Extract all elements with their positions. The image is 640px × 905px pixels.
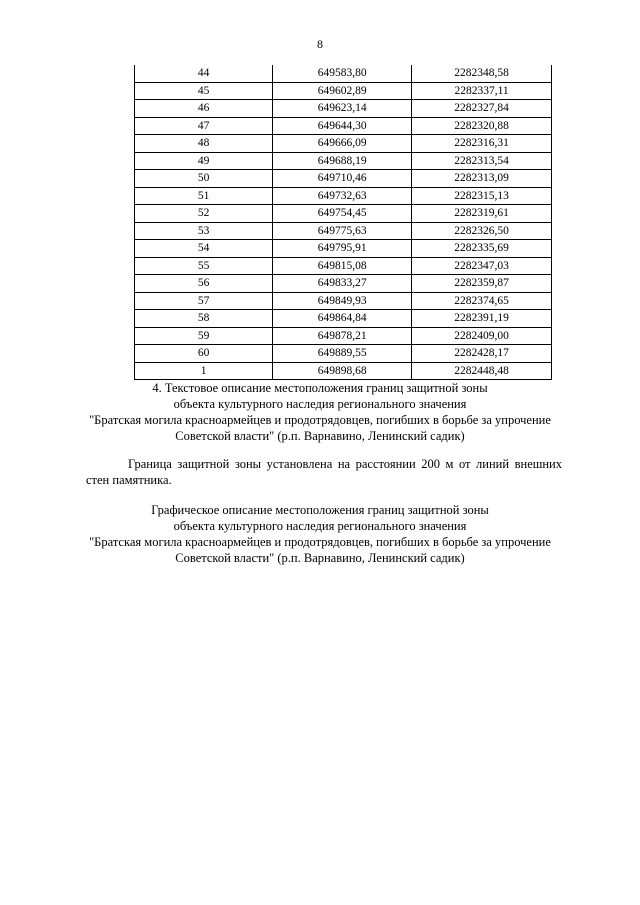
point-number-cell: 1	[135, 362, 273, 380]
point-number-cell: 59	[135, 327, 273, 345]
point-number-cell: 44	[135, 65, 273, 82]
point-number-cell: 54	[135, 240, 273, 258]
coordinates-table	[134, 65, 552, 380]
point-number-cell: 46	[135, 100, 273, 118]
point-number-cell: 50	[135, 170, 273, 188]
x-coordinate-cell: 649583,80	[273, 65, 412, 82]
x-coordinate-cell: 649688,19	[273, 152, 412, 170]
heading-line: "Братская могила красноармейцев и продотрядовцев, погибших в борьбе за упрочение	[89, 535, 551, 549]
table-row	[135, 257, 552, 275]
y-coordinate-cell: 2282320,88	[412, 117, 552, 135]
table-row	[135, 135, 552, 153]
table-row	[135, 327, 552, 345]
point-number-cell: 57	[135, 292, 273, 310]
x-coordinate-cell: 649732,63	[273, 187, 412, 205]
y-coordinate-cell: 2282391,19	[412, 310, 552, 328]
table-row	[135, 345, 552, 363]
y-coordinate-cell: 2282359,87	[412, 275, 552, 293]
x-coordinate-cell: 649815,08	[273, 257, 412, 275]
y-coordinate-cell: 2282319,61	[412, 205, 552, 223]
x-coordinate-cell: 649864,84	[273, 310, 412, 328]
heading-line: 4. Текстовое описание местоположения границ защитной зоны	[152, 381, 488, 395]
table-row	[135, 65, 552, 82]
point-number-cell: 51	[135, 187, 273, 205]
table-row	[135, 100, 552, 118]
point-number-cell: 55	[135, 257, 273, 275]
table-row	[135, 362, 552, 380]
point-number-cell: 48	[135, 135, 273, 153]
heading-line: "Братская могила красноармейцев и продотрядовцев, погибших в борьбе за упрочение	[89, 413, 551, 427]
point-number-cell: 60	[135, 345, 273, 363]
heading-line: Советской власти" (р.п. Варнавино, Ленинский садик)	[175, 429, 465, 443]
x-coordinate-cell: 649754,45	[273, 205, 412, 223]
x-coordinate-cell: 649602,89	[273, 82, 412, 100]
x-coordinate-cell: 649878,21	[273, 327, 412, 345]
y-coordinate-cell: 2282409,00	[412, 327, 552, 345]
point-number-cell: 49	[135, 152, 273, 170]
table-row	[135, 205, 552, 223]
x-coordinate-cell: 649889,55	[273, 345, 412, 363]
heading-line: Советской власти" (р.п. Варнавино, Ленинский садик)	[175, 551, 465, 565]
x-coordinate-cell: 649795,91	[273, 240, 412, 258]
table-row	[135, 292, 552, 310]
graphic-description-heading	[60, 502, 580, 566]
y-coordinate-cell: 2282316,31	[412, 135, 552, 153]
point-number-cell: 53	[135, 222, 273, 240]
point-number-cell: 47	[135, 117, 273, 135]
text-description-heading	[60, 380, 580, 444]
x-coordinate-cell: 649849,93	[273, 292, 412, 310]
y-coordinate-cell: 2282337,11	[412, 82, 552, 100]
x-coordinate-cell: 649666,09	[273, 135, 412, 153]
y-coordinate-cell: 2282326,50	[412, 222, 552, 240]
point-number-cell: 45	[135, 82, 273, 100]
x-coordinate-cell: 649623,14	[273, 100, 412, 118]
x-coordinate-cell: 649898,68	[273, 362, 412, 380]
y-coordinate-cell: 2282428,17	[412, 345, 552, 363]
table-row	[135, 222, 552, 240]
y-coordinate-cell: 2282313,54	[412, 152, 552, 170]
coordinates-table-body	[135, 65, 552, 380]
point-number-cell: 58	[135, 310, 273, 328]
x-coordinate-cell: 649644,30	[273, 117, 412, 135]
x-coordinate-cell: 649710,46	[273, 170, 412, 188]
table-row	[135, 152, 552, 170]
table-row	[135, 170, 552, 188]
table-row	[135, 187, 552, 205]
heading-line: Графическое описание местоположения границ защитной зоны	[151, 503, 489, 517]
y-coordinate-cell: 2282348,58	[412, 65, 552, 82]
point-number-cell: 52	[135, 205, 273, 223]
y-coordinate-cell: 2282448,48	[412, 362, 552, 380]
y-coordinate-cell: 2282335,69	[412, 240, 552, 258]
table-row	[135, 117, 552, 135]
point-number-cell: 56	[135, 275, 273, 293]
heading-line: объекта культурного наследия регионального значения	[173, 519, 467, 533]
table-row	[135, 240, 552, 258]
y-coordinate-cell: 2282313,09	[412, 170, 552, 188]
y-coordinate-cell: 2282374,65	[412, 292, 552, 310]
y-coordinate-cell: 2282347,03	[412, 257, 552, 275]
x-coordinate-cell: 649833,27	[273, 275, 412, 293]
page-number: 8	[317, 37, 323, 51]
table-row	[135, 82, 552, 100]
x-coordinate-cell: 649775,63	[273, 222, 412, 240]
y-coordinate-cell: 2282315,13	[412, 187, 552, 205]
boundary-paragraph: Граница защитной зоны установлена на расстоянии 200 м от линий внешних стен памятника.	[86, 457, 562, 487]
table-row	[135, 310, 552, 328]
table-row	[135, 275, 552, 293]
y-coordinate-cell: 2282327,84	[412, 100, 552, 118]
heading-line: объекта культурного наследия регионального значения	[173, 397, 467, 411]
